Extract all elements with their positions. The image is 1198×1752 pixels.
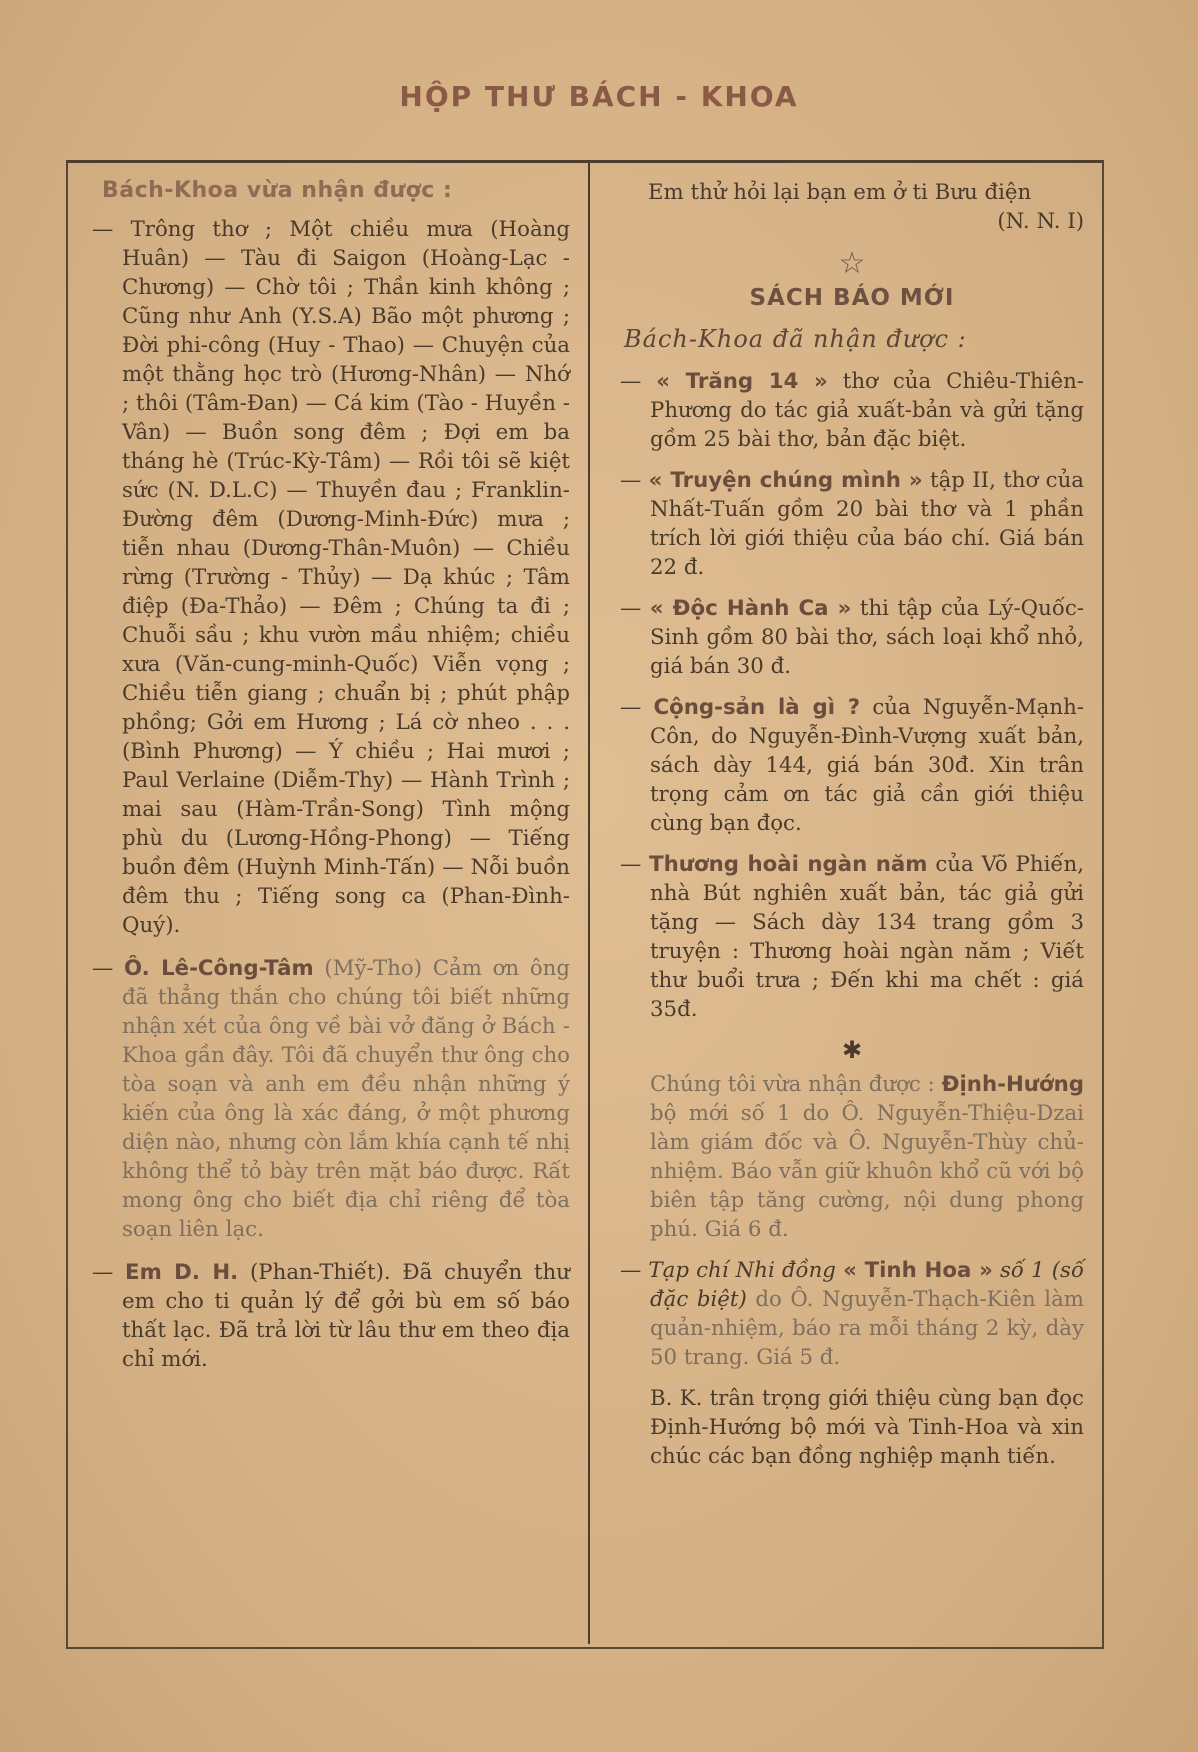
book-title: « Độc Hành Ca »	[649, 596, 852, 621]
closing-note: B. K. trân trọng giới thiệu cùng bạn đọc Định-Hướng bộ mới và Tinh-Hoa và xin chúc các bạn đồng nghiệp mạnh tiến.	[650, 1386, 1084, 1469]
letter-le-cong-tam: — Ô. Lê-Công-Tâm (Mỹ-Tho) Cảm ơn ông đã thẳng thắn cho chúng tôi biết những nhận xét của ông về bài vở đăng ở Bách - Khoa gần đây. Tôi đã chuyển thư ông cho tòa soạn và anh em đều nhận những ý kiến của ông là xác đáng, ở một phương diện nào, nhưng còn lắm khía cạnh tế nhị không thể tỏ bày trên mặt báo được. Rất mong ông cho biết địa chỉ riêng để tòa soạn liên lạc.	[92, 956, 570, 1242]
tinh-hoa-issue: số 1 (số đặc biệt)	[650, 1258, 1084, 1312]
right-column	[620, 178, 1084, 1483]
dinh-huong-notice	[620, 1070, 1084, 1244]
tinh-hoa-name: « Tinh Hoa »	[843, 1258, 993, 1283]
book-item: — Cộng-sản là gì ? của Nguyễn-Mạnh-Côn, do Nguyễn-Đình-Vượng xuất bản, sách dày 144, giá bán 30đ. Xin trân trọng cảm ơn tác giả cần giới thiệu cùng bạn đọc.	[620, 695, 1085, 836]
received-heading: Bách-Khoa vừa nhận được :	[102, 178, 453, 203]
dinh-huong-text: bộ mới số 1 do Ô. Nguyễn-Thiệu-Dzai làm giám đốc và Ô. Nguyễn-Thùy chủ-nhiệm. Báo vẫn giữ khuôn khổ cũ với bộ biên tập tăng cường, nội dung phong phú. Giá 6 đ.	[650, 1101, 1084, 1242]
book-title: Thương hoài ngàn năm	[649, 852, 928, 877]
letter-em-dh: — Em D. H. (Phan-Thiết). Đã chuyển thư em cho ti quản lý để gởi bù em số báo thất lạc. Đã trả lời từ lâu thư em theo địa chỉ mới.	[92, 1260, 570, 1372]
book-item: — « Trăng 14 » thơ của Chiêu-Thiên-Phương do tác giả xuất-bản và gửi tặng gồm 25 bài thơ, bản đặc biệt.	[620, 369, 1084, 452]
book-title: « Trăng 14 »	[656, 369, 828, 394]
book-item: — « Truyện chúng mình » tập II, thơ của Nhất-Tuấn gồm 20 bài thơ và 1 phần trích lời giới thiệu của báo chí. Giá bán 22 đ.	[620, 468, 1084, 580]
book-text: tập II, thơ của Nhất-Tuấn gồm 20 bài thơ và 1 phần trích lời giới thiệu của báo chí. Giá bán 22 đ.	[650, 468, 1084, 580]
top-text-body: Em thử hỏi lại bạn em ở ti Bưu điện	[648, 180, 1032, 205]
section-subtitle: Bách-Khoa đã nhận được :	[624, 325, 967, 353]
page-title: HỘP THƯ BÁCH - KHOA	[399, 80, 799, 113]
left-column	[92, 178, 570, 1388]
book-item: — « Độc Hành Ca » thi tập của Lý-Quốc-Sinh gồm 80 bài thơ, sách loại khổ nhỏ, giá bán 30 đ.	[620, 596, 1084, 679]
star-icon: ☆	[838, 246, 866, 281]
dinh-huong-name: Định-Hướng	[941, 1072, 1084, 1097]
letter2-text: (Phan-Thiết). Đã chuyển thư em cho ti quản lý để gởi bù em số báo thất lạc. Đã trả lời từ lâu thư em theo địa chỉ mới.	[122, 1260, 570, 1372]
book-text: của Võ Phiến, nhà Bút nghiên xuất bản, tác giả gửi tặng — Sách dày 134 trang gồm 3 truyện : Thương hoài ngàn năm ; Viết thư buổi trưa ; Đến khi ma chết : giá 35đ.	[650, 852, 1084, 1022]
letter1-text: (Mỹ-Tho) Cảm ơn ông đã thẳng thắn cho chúng tôi biết những nhận xét của ông về bài vở đăng ở Bách - Khoa gần đây. Tôi đã chuyển thư ông cho tòa soạn và anh em đều nhận những ý kiến của ông là xác đáng, ở một phương diện nào, nhưng còn lắm khía cạnh tế nhị không thể tỏ bày trên mặt báo được. Rất mong ông cho biết địa chỉ riêng để tòa soạn liên lạc.	[122, 956, 570, 1242]
book-text: thơ của Chiêu-Thiên-Phương do tác giả xuất-bản và gửi tặng gồm 25 bài thơ, bản đặc biệt.	[650, 369, 1084, 452]
asterism-icon: ✱	[841, 1036, 863, 1064]
book-text: của Nguyễn-Mạnh-Côn, do Nguyễn-Đình-Vượng xuất bản, sách dày 144, giá bán 30đ. Xin trân trọng cảm ơn tác giả cần giới thiệu cùng bạn đọc.	[650, 695, 1085, 836]
tinh-hoa-notice: — Tạp chí Nhi đồng « Tinh Hoa » số 1 (số đặc biệt) do Ô. Nguyễn-Thạch-Kiên làm quản-nhiệm, báo ra mỗi tháng 2 kỳ, dày 50 trang. Giá 5 đ.	[620, 1258, 1085, 1370]
letter2-name: Em D. H.	[125, 1260, 239, 1285]
book-title: Cộng-sản là gì ?	[653, 695, 861, 720]
top-signature: (N. N. I)	[997, 209, 1084, 234]
letter1-name: Ô. Lê-Công-Tâm	[124, 956, 314, 981]
tinh-hoa-text: do Ô. Nguyễn-Thạch-Kiên làm quản-nhiệm, báo ra mỗi tháng 2 kỳ, dày 50 trang. Giá 5 đ.	[650, 1287, 1085, 1370]
received-list: — Trông thơ ; Một chiều mưa (Hoàng Huân) — Tàu đi Saigon (Hoàng-Lạc - Chương) — Chờ tôi ; Thần kinh không ; Cũng như Anh (Y.S.A) Bão một phương ; Đời phi-công (Huy - Thao) — Chuyện của một thằng học trò (Hương-Nhân) — Nhớ ; thôi (Tâm-Đan) — Cá kim (Tào - Huyền - Vân) — Buồn song đêm ; Đợi em ba tháng hè (Trúc-Kỳ-Tâm) — Rồi tôi sẽ kiệt sức (N. D.L.C) — Thuyền đau ; Franklin-Đường đêm (Dương-Minh-Đức) mưa ; tiễn nhau (Dương-Thân-Muôn) — Chiều rừng (Trường - Thủy) — Dạ khúc ; Tâm điệp (Đa-Thảo) — Đêm ; Chúng ta đi ; Chuỗi sầu ; khu vườn mầu nhiệm; chiều xưa (Văn-cung-minh-Quốc) Viễn vọng ; Chiều tiễn giang ; chuẩn bị ; phút phập phồng; Gởi em Hương ; Lá cờ nheo . . . (Bình Phương) — Ý chiều ; Hai mươi ; Paul Verlaine (Diễm-Thy) — Hành Trình ; mai sau (Hàm-Trần-Song) Tình mộng phù du (Lương-Hồng-Phong) — Tiếng buồn đêm (Huỳnh Minh-Tấn) — Nỗi buồn đêm thu ; Tiếng song ca (Phan-Đình-Quý).	[92, 217, 570, 938]
top-text	[620, 178, 1084, 236]
section-title: SÁCH BÁO MỚI	[749, 285, 955, 311]
book-item: — Thương hoài ngàn năm của Võ Phiến, nhà Bút nghiên xuất bản, tác giả gửi tặng — Sách dày 134 trang gồm 3 truyện : Thương hoài ngàn năm ; Viết thư buổi trưa ; Đến khi ma chết : giá 35đ.	[620, 852, 1084, 1022]
book-title: « Truyện chúng mình »	[648, 468, 923, 493]
dinh-huong-intro: Chúng tôi vừa nhận được :	[650, 1072, 935, 1097]
book-text: thi tập của Lý-Quốc-Sinh gồm 80 bài thơ, sách loại khổ nhỏ, giá bán 30 đ.	[650, 596, 1084, 679]
tinh-hoa-prefix: Tạp chí Nhi đồng	[648, 1258, 836, 1283]
column-divider	[588, 160, 590, 1644]
